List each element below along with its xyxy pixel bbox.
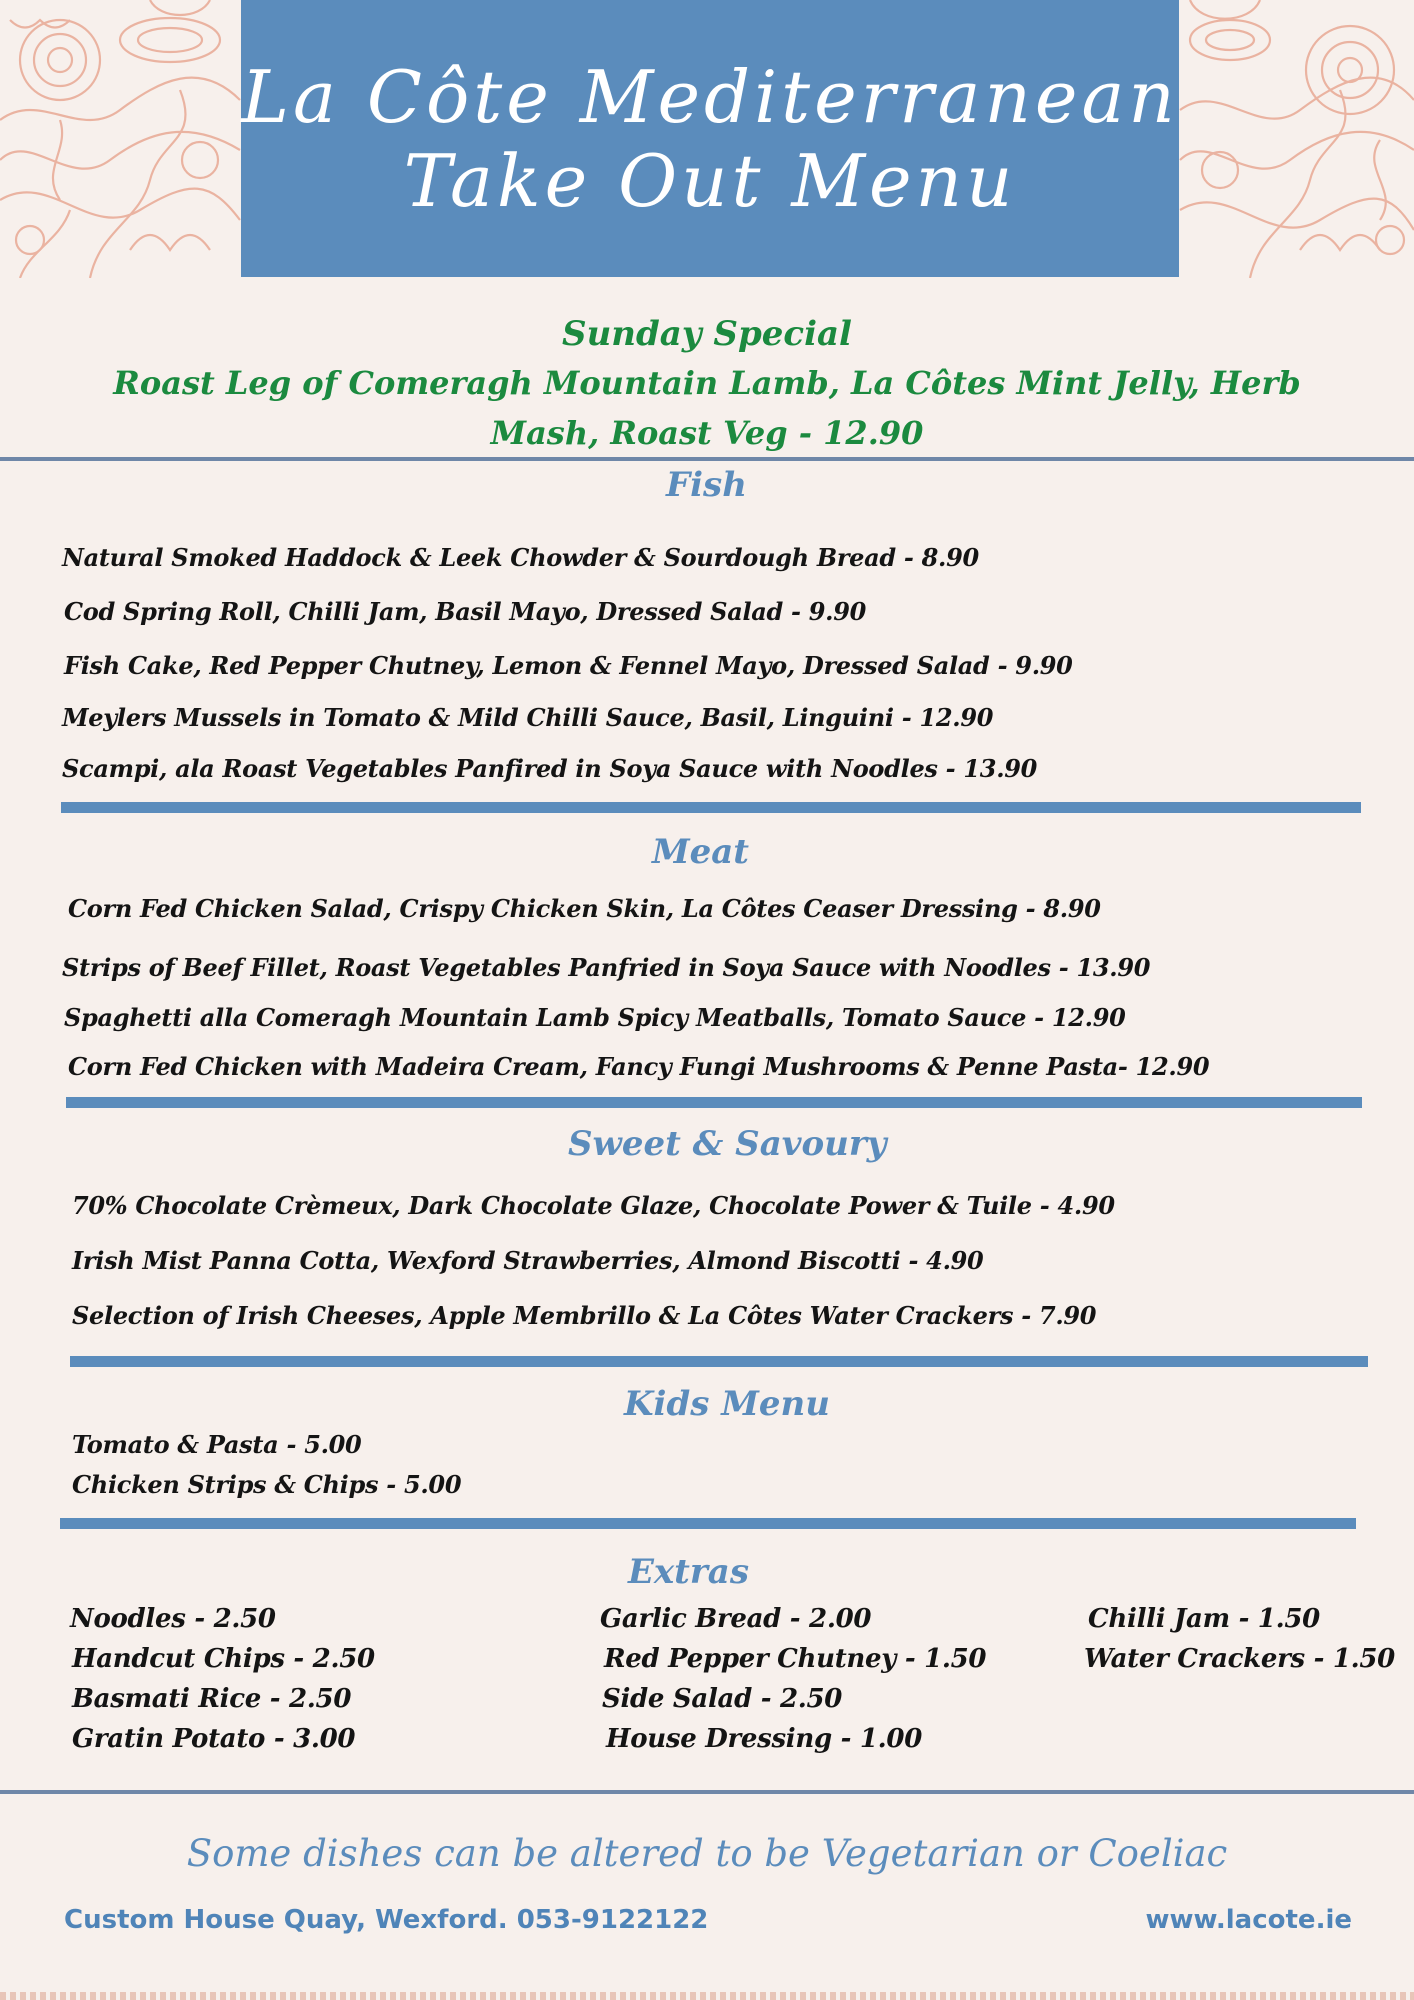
title-box [241,0,1179,277]
header-band [0,0,1414,278]
divider [70,1356,1368,1367]
section-title-kids: Kids Menu [624,1384,830,1424]
menu-item: Scampi, ala Roast Vegetables Panfired in Soya Sauce with Noodles - 13.90 [62,754,1038,783]
footer-website: www.lacote.ie [1145,1905,1352,1935]
menu-item: Meylers Mussels in Tomato & Mild Chilli Sauce, Basil, Linguini - 12.90 [62,703,994,732]
menu-item: Irish Mist Panna Cotta, Wexford Strawberries, Almond Biscotti - 4.90 [72,1246,984,1275]
menu-item: Strips of Beef Fillet, Roast Vegetables Panfried in Soya Sauce with Noodles - 13.90 [62,953,1151,982]
extra-item: House Dressing - 1.00 [606,1724,922,1754]
menu-item: 70% Chocolate Crèmeux, Dark Chocolate Glaze, Chocolate Power & Tuile - 4.90 [72,1191,1115,1220]
extra-item: Side Salad - 2.50 [602,1684,843,1714]
section-title-fish: Fish [666,465,747,505]
decorative-strip [0,1992,1414,2000]
divider [61,802,1361,813]
extra-item: Garlic Bread - 2.00 [600,1604,872,1634]
section-title-meat: Meat [652,832,750,872]
section-title-extras: Extras [628,1552,749,1592]
menu-item: Spaghetti alla Comeragh Mountain Lamb Spicy Meatballs, Tomato Sauce - 12.90 [64,1003,1126,1032]
menu-title-line2: Take Out Menu [403,138,1017,223]
special-description-price: Mash, Roast Veg - 12.90 [490,414,924,452]
extra-item: Basmati Rice - 2.50 [72,1684,352,1714]
extra-item: Gratin Potato - 3.00 [72,1724,356,1754]
divider [60,1518,1356,1529]
extra-item: Handcut Chips - 2.50 [72,1644,375,1674]
section-title-sweet-savoury: Sweet & Savoury [568,1124,887,1164]
menu-item: Tomato & Pasta - 5.00 [72,1430,362,1459]
special-description: Roast Leg of Comeragh Mountain Lamb, La Côtes Mint Jelly, Herb [113,364,1301,402]
menu-item: Chicken Strips & Chips - 5.00 [72,1470,462,1499]
divider [66,1097,1362,1108]
extra-item: Chilli Jam - 1.50 [1088,1604,1320,1634]
extra-item: Water Crackers - 1.50 [1084,1644,1395,1674]
menu-item: Corn Fed Chicken with Madeira Cream, Fancy Fungi Mushrooms & Penne Pasta- 12.90 [68,1052,1210,1081]
menu-item: Cod Spring Roll, Chilli Jam, Basil Mayo, Dressed Salad - 9.90 [64,597,867,626]
divider [0,457,1414,461]
dietary-note: Some dishes can be altered to be Vegetarian or Coeliac [186,1832,1228,1875]
menu-item: Natural Smoked Haddock & Leek Chowder & Sourdough Bread - 8.90 [62,543,979,572]
extra-item: Red Pepper Chutney - 1.50 [604,1644,987,1674]
special-heading: Sunday Special [562,314,852,354]
menu-item: Fish Cake, Red Pepper Chutney, Lemon & Fennel Mayo, Dressed Salad - 9.90 [64,651,1073,680]
divider [0,1790,1414,1794]
extra-item: Noodles - 2.50 [70,1604,276,1634]
footer-address: Custom House Quay, Wexford. 053-9122122 [64,1905,709,1935]
menu-item: Selection of Irish Cheeses, Apple Membrillo & La Côtes Water Crackers - 7.90 [72,1301,1097,1330]
menu-title-line1: La Côte Mediterranean [241,54,1179,139]
menu-item: Corn Fed Chicken Salad, Crispy Chicken Skin, La Côtes Ceaser Dressing - 8.90 [68,894,1101,923]
